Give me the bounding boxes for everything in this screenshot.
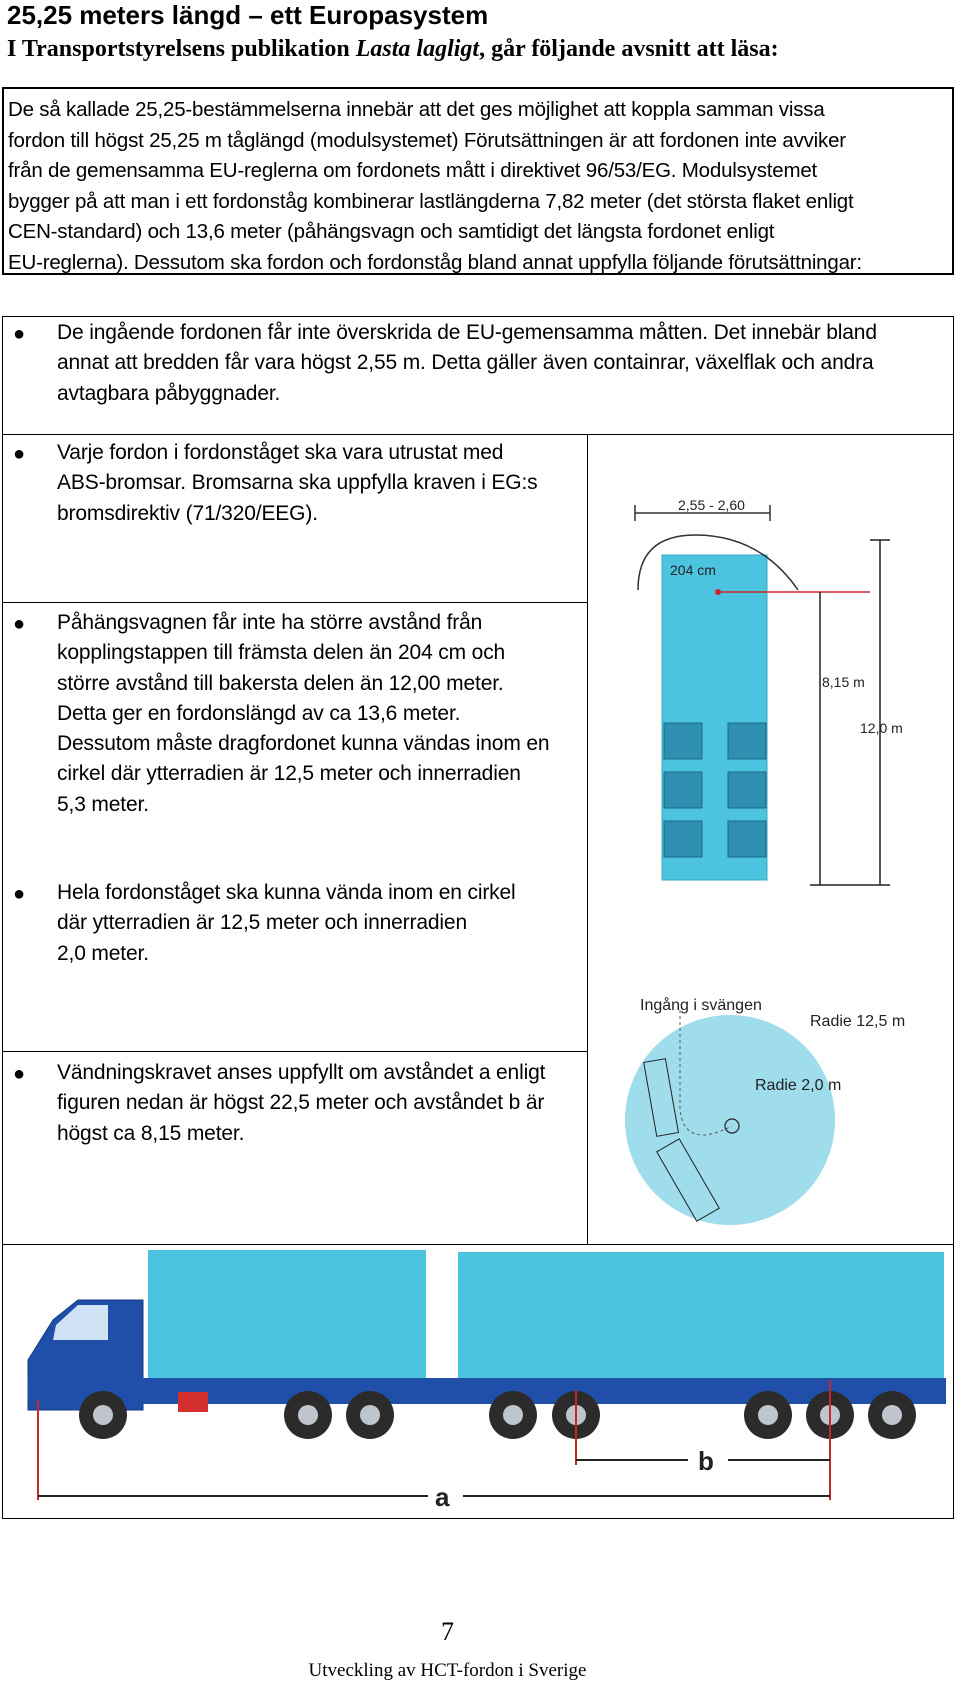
inner-radius-label: Radie 2,0 m bbox=[755, 1077, 842, 1094]
kingpin-label: 204 cm bbox=[670, 562, 716, 578]
turning-circle-figure bbox=[620, 990, 945, 1235]
bullet-marker: ● bbox=[13, 323, 26, 345]
bullet-line: 2,0 meter. bbox=[57, 941, 149, 965]
bullet-line: Varje fordon i fordonståget ska vara utrustat med bbox=[57, 441, 504, 464]
bullet-line: figuren nedan är högst 22,5 meter och avståndet b är bbox=[57, 1091, 545, 1115]
bullet-line: Påhängsvagnen får inte ha större avstånd från bbox=[57, 611, 483, 634]
rear-overhang-label: 8,15 m bbox=[822, 674, 865, 690]
subtitle-lead: I Transportstyrelsens publikation bbox=[7, 36, 356, 62]
axle-wheel bbox=[664, 821, 702, 857]
bullet-marker: ● bbox=[13, 443, 26, 465]
bullet-line: där ytterradien är 12,5 meter och innerradien bbox=[57, 911, 467, 935]
axle-wheel bbox=[664, 772, 702, 808]
bullet-item bbox=[57, 1058, 582, 1149]
outer-radius-label: Radie 12,5 m bbox=[810, 1013, 906, 1030]
distance-b-label: b bbox=[698, 1446, 714, 1476]
bullet-line: annat att bredden får vara högst 2,55 m. Detta gäller även containrar, växelflak och andra bbox=[57, 351, 874, 375]
bullet-line: Detta ger en fordonslängd av ca 13,6 meter. bbox=[57, 701, 461, 725]
distance-a-label: a bbox=[435, 1482, 450, 1512]
page-title: 25,25 meters längd – ett Europasystem bbox=[7, 0, 489, 30]
intro-line: EU-reglerna). Dessutom ska fordon och fordonståg bland annat uppfylla följande förutsättningar: bbox=[8, 250, 862, 274]
width-label: 2,55 - 2,60 bbox=[678, 497, 745, 513]
intro-line: De så kallade 25,25-bestämmelserna innebär att det ges möjlighet att koppla samman vissa bbox=[8, 98, 825, 121]
bullet-line: De ingående fordonen får inte överskrida de EU-gemensamma måtten. Det innebär bland bbox=[57, 321, 877, 344]
bullet-item bbox=[57, 878, 582, 969]
subtitle-tail: , går följande avsnitt att läsa: bbox=[479, 36, 779, 62]
total-length-label: 12,0 m bbox=[860, 720, 903, 736]
intro-line: CEN-standard) och 13,6 meter (påhängsvagn och samtidigt det längsta fordonet enligt bbox=[8, 220, 775, 243]
axle-wheel bbox=[728, 772, 766, 808]
bullet-marker: ● bbox=[13, 1063, 26, 1085]
axle-wheel bbox=[728, 821, 766, 857]
intro-box bbox=[2, 87, 954, 275]
intro-line: bygger på att man i ett fordonståg kombinerar lastlängderna 7,82 meter (det största flaket enligt bbox=[8, 189, 854, 213]
bullet-item bbox=[57, 318, 947, 409]
bullet-row-divider bbox=[2, 1051, 588, 1052]
page-number: 7 bbox=[441, 1617, 454, 1646]
bullet-line: ABS-bromsar. Bromsarna ska uppfylla kraven i EG:s bbox=[57, 471, 538, 495]
bullet-row-divider bbox=[2, 1244, 954, 1245]
bullet-line: kopplingstappen till främsta delen än 204 cm och bbox=[57, 641, 506, 665]
turn-entry-label: Ingång i svängen bbox=[640, 997, 762, 1014]
intro-line: från de gemensamma EU-reglerna om fordonets mått i direktivet 96/53/EG. Modulsystemet bbox=[8, 159, 818, 182]
truck-combination-figure bbox=[8, 1250, 950, 1515]
turning-circle bbox=[625, 1015, 835, 1225]
bullet-item bbox=[57, 608, 582, 820]
publication-title: Lasta lagligt bbox=[355, 36, 480, 62]
bullet-line: bromsdirektiv (71/320/EEG). bbox=[57, 501, 318, 525]
trailer-cargo-box bbox=[458, 1252, 944, 1378]
bullet-line: Hela fordonståget ska kunna vända inom en cirkel bbox=[57, 881, 516, 904]
bullet-line: högst ca 8,15 meter. bbox=[57, 1121, 245, 1145]
bullet-marker: ● bbox=[13, 613, 26, 635]
bullet-item bbox=[57, 438, 582, 529]
bullet-line: cirkel där ytterradien är 12,5 meter och innerradien bbox=[57, 762, 521, 786]
axle-wheel bbox=[728, 723, 766, 759]
intro-line: fordon till högst 25,25 m tåglängd (modulsystemet) Förutsättningen är att fordonen inte avviker bbox=[8, 128, 846, 152]
bullet-line: 5,3 meter. bbox=[57, 792, 149, 816]
bullet-marker: ● bbox=[13, 883, 26, 905]
column-divider bbox=[587, 434, 588, 1244]
bullet-line: större avstånd till bakersta delen än 12,00 meter. bbox=[57, 671, 504, 695]
bullet-row-divider bbox=[2, 602, 588, 603]
bullet-line: avtagbara påbyggnader. bbox=[57, 381, 281, 405]
bullet-line: Dessutom måste dragfordonet kunna vändas inom en bbox=[57, 732, 550, 756]
trailer-dimension-figure bbox=[600, 495, 945, 890]
page-subtitle bbox=[7, 36, 779, 63]
page-footer: Utveckling av HCT-fordon i Sverige bbox=[308, 1660, 587, 1681]
bullet-line: Vändningskravet anses uppfyllt om avståndet a enligt bbox=[57, 1061, 546, 1084]
truck-cargo-box bbox=[148, 1250, 426, 1378]
bullet-row-divider bbox=[2, 434, 954, 435]
axle-wheel bbox=[664, 723, 702, 759]
